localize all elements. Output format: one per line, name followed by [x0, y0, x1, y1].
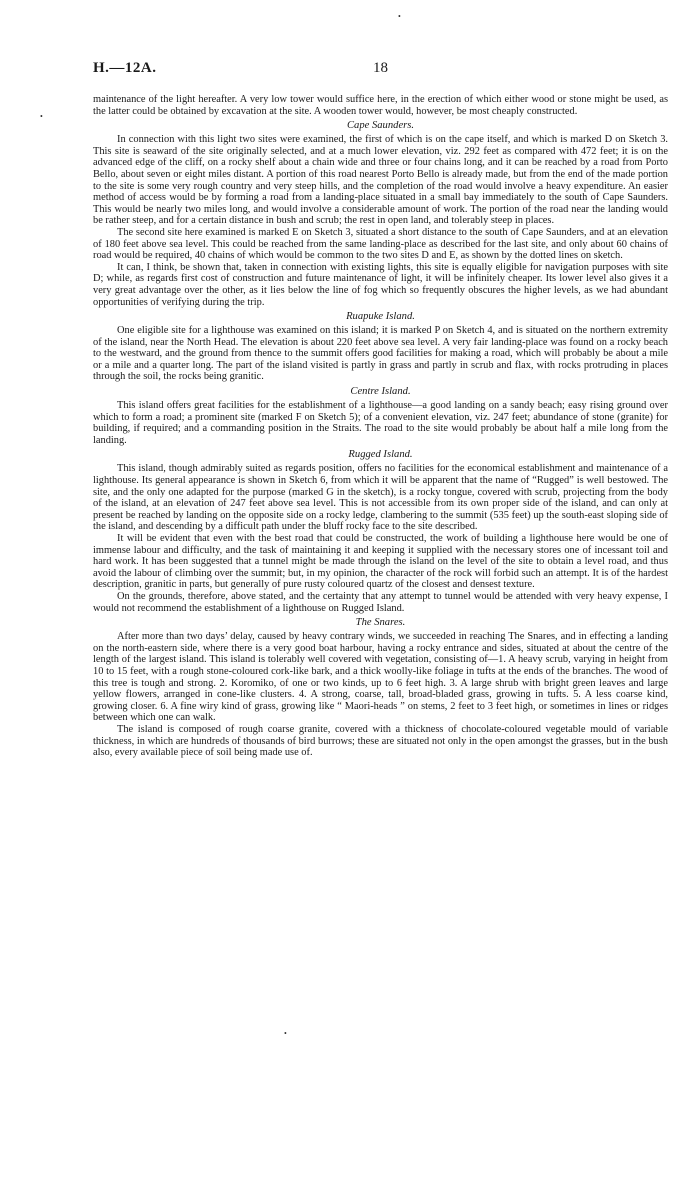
paragraph: One eligible site for a lighthouse was examined on this island; it is marked P on Sketch 4, and is situated on the northern extremity of the island, near the North Head. The elevation is about 220 feet above sea level. A very fair landing-place was found on a rocky beach to the westward, and the ground from thence to the summit offers good facilities for making a road, which will probably be about a mile or a mile and a quarter long. The part of the island visited is partly in grass and partly in scrub and flax, with rocks protruding in places through the soil, the rocks being granitic. [93, 325, 668, 383]
print-speck: • [40, 112, 43, 121]
section-heading-centre-island: Centre Island. [350, 386, 411, 398]
page-header [93, 60, 668, 84]
section-heading-ruapuke-island: Ruapuke Island. [346, 311, 415, 323]
paragraph: It will be evident that even with the best road that could be constructed, the work of building a lighthouse here would be one of immense labour and difficulty, and the task of maintaining it and keeping it supplied with the necessary stores one of incessant toil and hard work. It has been suggested that a tunnel might be made through the island on the level of the site to obtain a level road, and thus avoid the labour of climbing over the summit; but, in my opinion, the character of the rock will forbid such an attempt. It is of the hardest description, granitic in parts, but generally of pure rusty coloured quartz of the closest and densest texture. [93, 533, 668, 591]
paragraph: In connection with this light two sites were examined, the first of which is on the cape itself, and which is marked D on Sketch 3. This site is seaward of the site originally selected, and at a much lower elevation, viz. 292 feet as compared with 472 feet; it is on the advanced edge of the cliff, on a rocky shelf about a chain wide and three or four chains long, and it can be reached by a road from Porto Bello, about seven or eight miles distant. A portion of this road nearest Porto Bello is already made, but from the end of the made portion to the site is some very rough country and very steep hills, and the completion of the road would involve a heavy expenditure. An easier method of access would be by forming a road from a landing-place situated in a small bay immediately to the south of Cape Saunders. This would be nearly two miles long, and would involve a considerable amount of work. The portion of the road near the landing would be rather steep, and for a certain distance in bush and scrub; the rest in open land, and tolerably steep in places. [93, 134, 668, 227]
print-speck: • [398, 12, 401, 21]
paragraph: The island is composed of rough coarse granite, covered with a thickness of chocolate-coloured vegetable mould of variable thickness, in which are hundreds of thousands of bird burrows; these are situated not only in the open amongst the grasses, but in the bush also, every available piece of soil being made use of. [93, 723, 668, 759]
paragraph: On the grounds, therefore, above stated, and the certainty that any attempt to tunnel would be attended with very heavy expense, I would not recommend the establishment of a lighthouse on Rugged Island. [93, 590, 668, 614]
paragraph: maintenance of the light hereafter. A very low tower would suffice here, in the erection of which either wood or stone might be used, as the latter could be obtained by excavation at the site. A wooden tower would, however, be most cheaply constructed. [93, 94, 668, 117]
section-heading-rugged-island: Rugged Island. [348, 449, 413, 461]
paragraph: The second site here examined is marked E on Sketch 3, situated a short distance to the south of Cape Saunders, and at an elevation of 180 feet above sea level. This could be reached from the same landing-place as described for the last site, and only about 60 chains of road would be required, 40 chains of which would be common to the two sites D and E, as shown by the dotted lines on sketch. [93, 226, 668, 262]
document-reference: H.—12A. [93, 60, 157, 76]
paragraph: This island offers great facilities for the establishment of a lighthouse—a good landing on a sandy beach; easy rising ground over which to form a road; a prominent site (marked F on Sketch 5); of a convenient elevation, viz. 247 feet; abundance of stone (granite) for building, if required; and a commanding position in the Straits. The road to the site would probably be about half a mile long from the landing. [93, 400, 668, 446]
paragraph: This island, though admirably suited as regards position, offers no facilities for the economical establishment and maintenance of a lighthouse. Its general appearance is shown in Sketch 6, from which it will be apparent that the name of “Rugged” is well bestowed. The site, and the only one adapted for the purpose (marked G in the sketch), is a rocky tongue, covered with scrub, projecting from the body of the island, at an elevation of 247 feet above sea level. This is not accessible from its own proper side of the island, and can only at present be reached by landing on the opposite side on a rocky ledge, clambering to the summit (535 feet) up the south-east sloping side of the island, and descending by a difficult path under the bluff rocky face to the site described. [93, 463, 668, 533]
document-body [93, 94, 668, 759]
page-number: 18 [373, 60, 388, 76]
section-heading-the-snares: The Snares. [355, 617, 406, 629]
print-speck: • [284, 1029, 287, 1038]
paragraph: After more than two days’ delay, caused by heavy contrary winds, we succeeded in reaching The Snares, and in effecting a landing on the north-eastern side, where there is a very good boat harbour, having a rocky entrance and sides, situated at about the centre of the length of the largest island. This island is tolerably well covered with vegetation, consisting of—1. A heavy scrub, varying in height from 10 to 15 feet, with a rough stone-coloured cork-like bark, and a thick woolly-like foliage in tufts at the ends of the branches. The wood of this tree is tough and strong. 2. Koromiko, of one or two kinds, up to 6 feet high. 3. A large shrub with bright green leaves and large yellow flowers, arranged in cone-like clusters. 4. A strong, coarse, tall, broad-bladed grass, growing in tufts. 5. A less coarse kind, growing closer. 6. A fine wiry kind of grass, growing like “ Maori-heads ” on stems, 2 feet to 3 feet high, or sometimes in lines or ridges between which one can walk. [93, 631, 668, 724]
paragraph: It can, I think, be shown that, taken in connection with existing lights, this site is equally eligible for navigation purposes with site D; while, as regards first cost of construction and future maintenance of light, it will be infinitely cheaper. Its lower level also gives it a very great advantage over the other, as it lies below the line of fog which so frequently obscures the higher levels, as we had abundant opportunities of verifying during the trip. [93, 261, 668, 308]
section-heading-cape-saunders: Cape Saunders. [346, 120, 415, 132]
